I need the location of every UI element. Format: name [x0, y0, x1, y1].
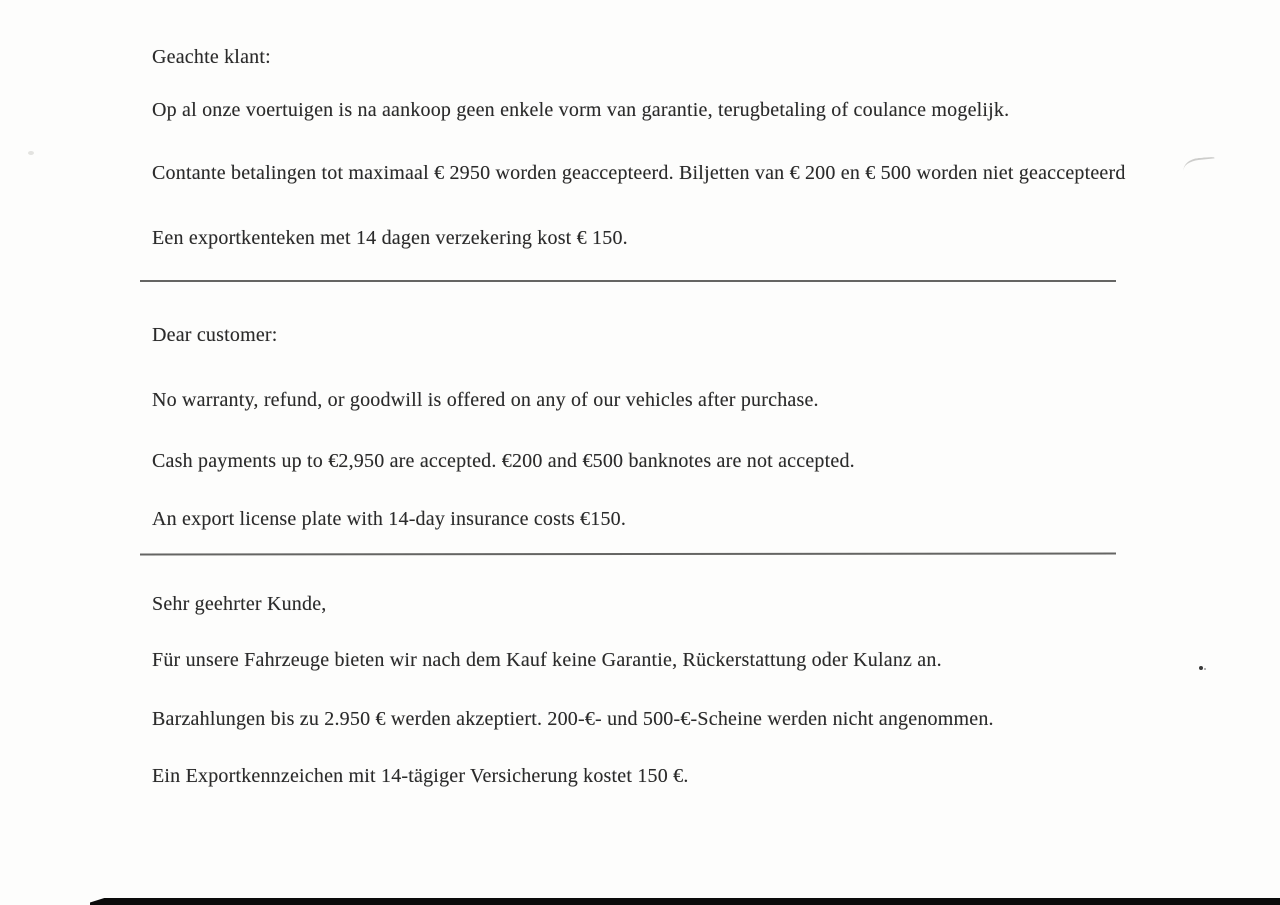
section-divider [140, 280, 1116, 282]
pencil-stroke-mark [1182, 156, 1215, 171]
dutch-line-export-plate: Een exportkenteken met 14 dagen verzekering kost € 150. [152, 227, 628, 249]
section-divider [140, 552, 1116, 555]
dutch-line-cash: Contante betalingen tot maximaal € 2950 worden geaccepteerd. Biljetten van € 200 en € 500 worden niet geaccepteerd [152, 162, 1126, 184]
german-line-export-plate: Ein Exportkennzeichen mit 14-tägiger Versicherung kostet 150 €. [152, 765, 689, 787]
english-line-export-plate: An export license plate with 14-day insurance costs €150. [152, 508, 627, 530]
english-line-warranty: No warranty, refund, or goodwill is offered on any of our vehicles after purchase. [152, 389, 819, 411]
greeting-dutch: Geachte klant: [152, 46, 271, 68]
dutch-line-warranty: Op al onze voertuigen is na aankoop geen enkele vorm van garantie, terugbetaling of coulance mogelijk. [152, 99, 1010, 121]
english-line-cash: Cash payments up to €2,950 are accepted. €200 and €500 banknotes are not accepted. [152, 450, 855, 472]
scan-speck [28, 151, 34, 155]
scanner-edge-bar [90, 898, 1280, 905]
ink-dot-mark [1199, 666, 1203, 670]
german-line-warranty: Für unsere Fahrzeuge bieten wir nach dem Kauf keine Garantie, Rückerstattung oder Kulanz an. [152, 649, 942, 671]
greeting-german: Sehr geehrter Kunde, [152, 593, 327, 615]
greeting-english: Dear customer: [152, 324, 278, 346]
german-line-cash: Barzahlungen bis zu 2.950 € werden akzeptiert. 200-€- und 500-€-Scheine werden nicht angenommen. [152, 708, 994, 730]
